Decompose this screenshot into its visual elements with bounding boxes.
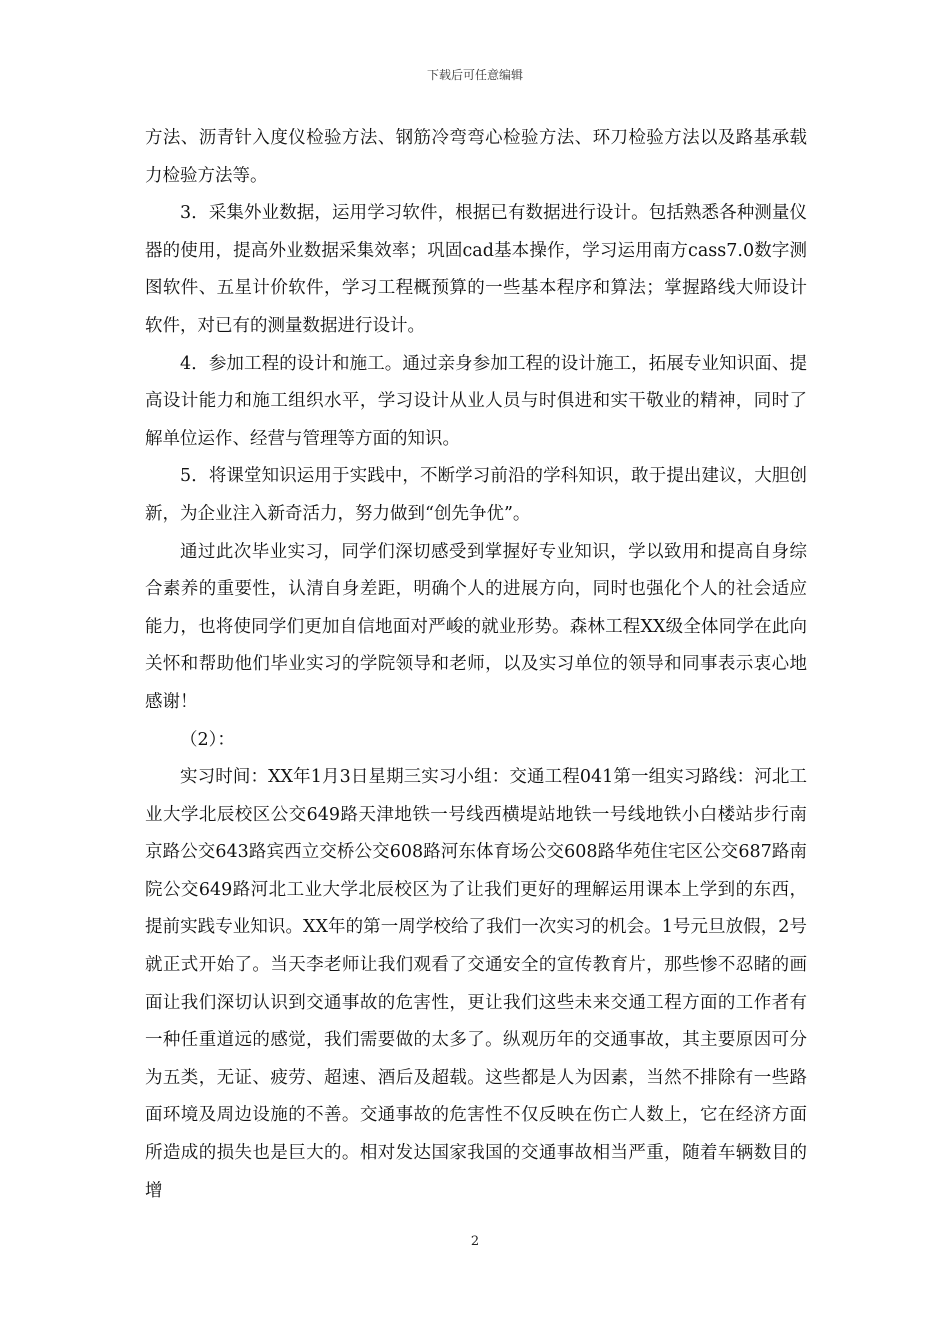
paragraph-item-4: 4．参加工程的设计和施工。通过亲身参加工程的设计施工，拓展专业知识面、提高设计能力和施工组织水平，学习设计从业人员与时俱进和实干敬业的精神，同时了解单位运作、经营与管理等方面的知识。: [145, 353, 807, 449]
paragraph-item-3: 3．采集外业数据，运用学习软件，根据已有数据进行设计。包括熟悉各种测量仪器的使用，提高外业数据采集效率；巩固cad基本操作，学习运用南方cass7.0数字测图软件、五星计价软件，学习工程概预算的一些基本程序和算法；掌握路线大师设计软件，对已有的测量数据进行设计。: [145, 203, 807, 336]
page-number: 2: [470, 1234, 480, 1249]
paragraph-conclusion: 通过此次毕业实习，同学们深切感受到掌握好专业知识，学以致用和提高自身综合素养的重要性，认清自身差距，明确个人的进展方向，同时也强化个人的社会适应能力，也将使同学们更加自信地面对严峻的就业形势。森林工程XX级全体同学在此向关怀和帮助他们毕业实习的学院领导和老师，以及实习单位的领导和同事表示衷心地感谢！: [145, 541, 807, 712]
paragraph-test-methods: 方法、沥青针入度仪检验方法、钢筋冷弯弯心检验方法、环刀检验方法以及路基承载力检验方法等。: [145, 128, 807, 186]
paragraph-item-5: 5．将课堂知识运用于实践中，不断学习前沿的学科知识，敢于提出建议，大胆创新，为企业注入新奇活力，努力做到“创先争优”。: [145, 466, 807, 524]
document-body: [145, 120, 807, 1210]
section-heading-2: （2）：: [180, 729, 235, 750]
paragraph-internship-details: 实习时间：XX年1月3日星期三实习小组：交通工程041第一组实习路线：河北工业大学北辰校区公交649路天津地铁一号线西横堤站地铁一号线地铁小白楼站步行南京路公交643路宾西立交桥公交608路河东体育场公交608路华苑住宅区公交687路南院公交649路河北工业大学北辰校区为了让我们更好的理解运用课本上学到的东西，提前实践专业知识。XX年的第一周学校给了我们一次实习的机会。1号元旦放假，2号就正式开始了。当天李老师让我们观看了交通安全的宣传教育片，那些惨不忍睹的画面让我们深切认识到交通事故的危害性，更让我们这些未来交通工程方面的工作者有一种任重道远的感觉，我们需要做的太多了。纵观历年的交通事故，其主要原因可分为五类，无证、疲劳、超速、酒后及超载。这些都是人为因素，当然不排除有一些路面环境及周边设施的不善。交通事故的危害性不仅反映在伤亡人数上，它在经济方面所造成的损失也是巨大的。相对发达国家我国的交通事故相当严重，随着车辆数目的增: [145, 767, 807, 1201]
page-header: 下载后可任意编辑: [426, 68, 523, 82]
